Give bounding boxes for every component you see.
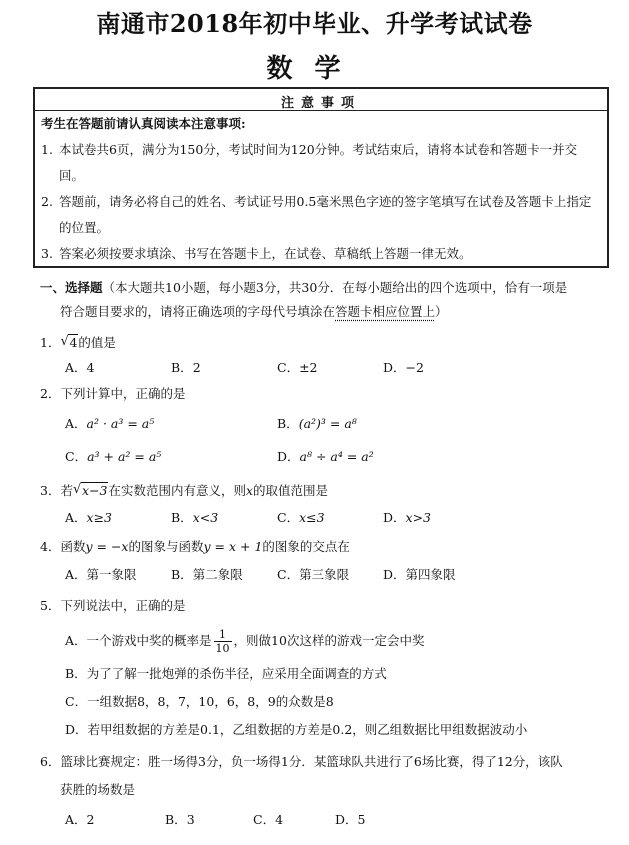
option-a: A．第一象限 <box>65 567 137 582</box>
q4-options <box>65 565 585 585</box>
notice-title: 注意事项 <box>280 96 361 111</box>
question-2: 2．下列计算中，正确的是 <box>40 386 186 401</box>
q5-option-c: C．一组数据8，8，7，10，6，8，9的众数是8 <box>65 694 334 709</box>
question-1: 1． √ 4的值是 <box>40 333 116 353</box>
option-b: B．x<3 <box>171 510 219 525</box>
option-d: D．第四象限 <box>383 567 456 582</box>
notice-item: 1. 本试卷共6页，满分为150分，考试时间为120分钟。考试结束后，请将本试卷和答题卡一并交回。 <box>41 142 578 183</box>
q5-option-a: A．一个游戏中奖的概率是 $\frac{1}{10}$ ，则做10次这样的游戏一定会中奖 <box>65 628 425 655</box>
option-a: A．2 <box>65 812 95 827</box>
option-c: C．±2 <box>277 360 318 375</box>
question-6-cont: 获胜的场数是 <box>60 782 136 797</box>
option-b: B．2 <box>171 360 201 375</box>
question-6: 6．篮球比赛规定：胜一场得3分，负一场得1分．某篮球队共进行了6场比赛，得了12分，该队 <box>40 754 563 769</box>
section-description: 符合题目要求的，请将正确选项的字母代号填涂在答题卡相应位置上） <box>60 304 448 319</box>
notice-intro: 考生在答题前请认真阅读本注意事项: <box>41 116 246 131</box>
q3-options <box>65 508 585 528</box>
subject-title: 数学 <box>266 54 363 84</box>
q6-options <box>65 810 585 830</box>
question-4: 4．函数y = −x的图象与函数y = x + 1的图象的交点在 <box>40 539 350 554</box>
q1-options <box>65 358 585 378</box>
notice-item: 3. 答案必须按要求填涂、书写在答题卡上，在试卷、草稿纸上答题一律无效。 <box>41 246 472 261</box>
option-a: A．a² · a³ = a⁵ <box>65 416 155 431</box>
option-c: C．第三象限 <box>277 567 350 582</box>
option-a: A．x≥3 <box>65 510 113 525</box>
sqrt-expression: √ 4 <box>60 334 78 350</box>
option-c: C．4 <box>253 812 284 827</box>
option-b: B．3 <box>165 812 195 827</box>
question-3: 3．若 √ x−3在实数范围内有意义，则x的取值范围是 <box>40 481 328 501</box>
exam-title: 南通市2018年初中毕业、升学考试试卷 <box>96 9 533 38</box>
option-d: D．5 <box>335 812 366 827</box>
option-b: B．(a²)³ = a⁸ <box>277 416 357 431</box>
option-a: A．4 <box>65 360 95 375</box>
notice-item: 2. 答题前，请务必将自己的姓名、考试证号用0.5毫米黑色字迹的签字笔填写在试卷及答题卡上指定的位置。 <box>41 194 592 235</box>
option-c: C．x≤3 <box>277 510 325 525</box>
q5-option-d: D．若甲组数据的方差是0.1，乙组数据的方差是0.2，则乙组数据比甲组数据波动小 <box>65 722 528 737</box>
option-d: D．x>3 <box>383 510 432 525</box>
sqrt-expression: √ x−3 <box>72 482 108 498</box>
q2-options-row2 <box>65 447 585 467</box>
fraction: $\frac{1}{10}$ <box>215 628 230 655</box>
section-header: 一、选择题（本大题共10小题，每小题3分，共30分．在每小题给出的四个选项中，恰有一项是 <box>40 280 568 295</box>
q2-options-row1 <box>65 414 585 434</box>
notice-box <box>33 87 609 268</box>
option-d: D．a⁸ ÷ a⁴ = a² <box>277 449 374 464</box>
question-5: 5．下列说法中，正确的是 <box>40 598 186 613</box>
q5-option-b: B．为了了解一批炮弹的杀伤半径，应采用全面调查的方式 <box>65 666 387 681</box>
option-b: B．第二象限 <box>171 567 243 582</box>
option-c: C．a³ + a² = a⁵ <box>65 449 162 464</box>
option-d: D．−2 <box>383 360 424 375</box>
